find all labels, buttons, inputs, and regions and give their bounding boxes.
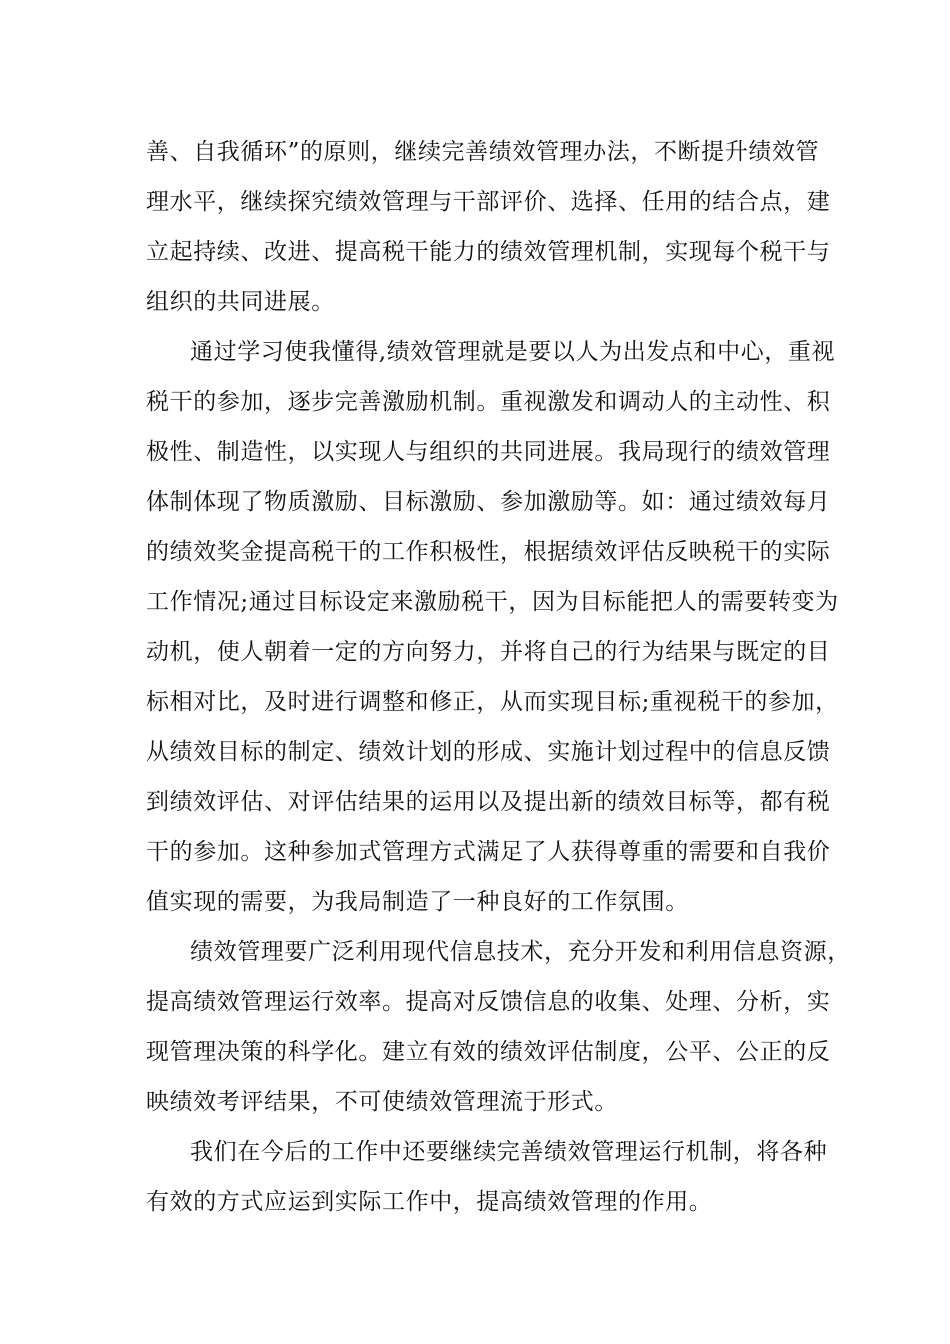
text-line: 工作情况;通过目标设定来激励税干，因为目标能把人的需要转变为	[146, 589, 839, 615]
text-line: 映绩效考评结果，不可使绩效管理流于形式。	[146, 1089, 618, 1115]
text-line: 值实现的需要，为我局制造了一种良好的工作氛围。	[146, 889, 689, 915]
text-line: 体制体现了物质激励、目标激励、参加激励等。如：通过绩效每月	[146, 489, 831, 515]
text-line: 立起持续、改进、提高税干能力的绩效管理机制，实现每个税干与	[146, 239, 831, 265]
text-line: 极性、制造性，以实现人与组织的共同进展。我局现行的绩效管理	[146, 439, 831, 465]
paragraph-first-line: 绩效管理要广泛利用现代信息技术，充分开发和利用信息资源，	[190, 939, 851, 965]
paragraph-first-line: 通过学习使我懂得,绩效管理就是要以人为出发点和中心，重视	[190, 339, 836, 365]
text-line: 善、自我循环”的原则，继续完善绩效管理办法，不断提升绩效管	[146, 139, 820, 165]
paragraph-first-line: 我们在今后的工作中还要继续完善绩效管理运行机制，将各种	[190, 1139, 828, 1165]
text-line: 干的参加。这种参加式管理方式满足了人获得尊重的需要和自我价	[146, 839, 831, 865]
text-line: 标相对比，及时进行调整和修正，从而实现目标;重视税干的参加，	[146, 689, 839, 715]
text-line: 组织的共同进展。	[146, 289, 335, 315]
text-line: 理水平，继续探究绩效管理与干部评价、选择、任用的结合点，建	[146, 189, 831, 215]
text-line: 有效的方式应运到实际工作中，提高绩效管理的作用。	[146, 1189, 713, 1215]
text-line: 现管理决策的科学化。建立有效的绩效评估制度，公平、公正的反	[146, 1039, 831, 1065]
text-line: 的绩效奖金提高税干的工作积极性，根据绩效评估反映税干的实际	[146, 539, 831, 565]
text-line: 税干的参加，逐步完善激励机制。重视激发和调动人的主动性、积	[146, 389, 831, 415]
text-line: 提高绩效管理运行效率。提高对反馈信息的收集、处理、分析，实	[146, 989, 831, 1015]
text-line: 到绩效评估、对评估结果的运用以及提出新的绩效目标等，都有税	[146, 789, 831, 815]
text-line: 从绩效目标的制定、绩效计划的形成、实施计划过程中的信息反馈	[146, 739, 831, 765]
text-line: 动机，使人朝着一定的方向努力，并将自己的行为结果与既定的目	[146, 639, 831, 665]
